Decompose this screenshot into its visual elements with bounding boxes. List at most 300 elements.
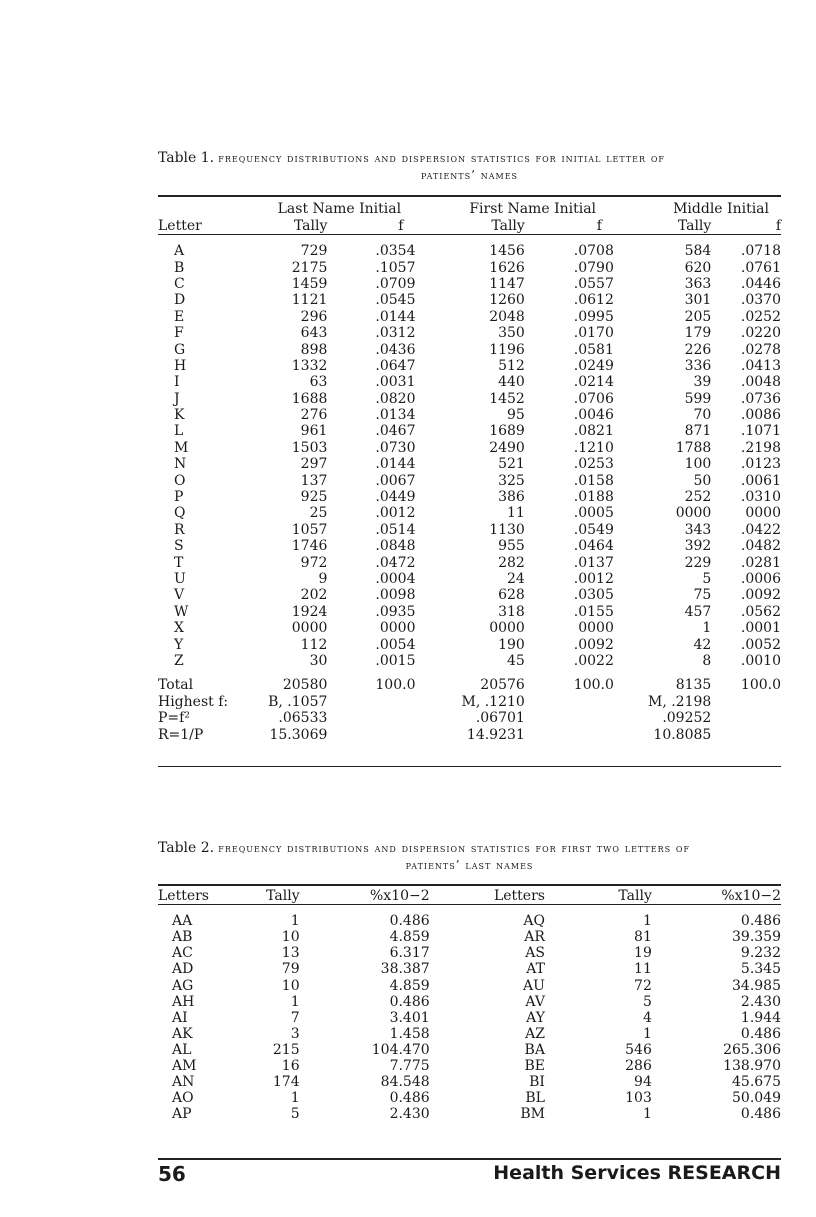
cell-f-middle: .0048: [740, 374, 781, 391]
table-row: [158, 1090, 781, 1106]
cell-letter: O: [174, 472, 186, 489]
cell-f-first: .0464: [573, 538, 614, 555]
table2-caption: [158, 840, 781, 874]
col-header-f-first: f: [596, 217, 602, 234]
cell-pct-1: 2.430: [389, 1106, 430, 1123]
cell-f-last: .1057: [375, 259, 416, 276]
table-row: [158, 620, 781, 636]
cell-f-middle: .0761: [740, 259, 781, 276]
group-header-last: Last Name Initial: [277, 200, 402, 217]
cell-tally-first: 1689: [489, 423, 525, 440]
cell-tally-2: 103: [625, 1090, 652, 1107]
cell-letter: X: [174, 620, 184, 637]
cell-letters-2: AV: [525, 993, 545, 1010]
cell-pct-1: 0.486: [389, 993, 430, 1010]
table-row: [158, 391, 781, 407]
cell-tally-last: 1459: [291, 275, 328, 292]
cell-tally-1: 1: [290, 913, 300, 930]
cell-f-last: .0709: [375, 275, 416, 292]
cell-f-last: .0848: [375, 538, 416, 555]
table-row: [158, 358, 781, 374]
cell-f-last: .0015: [375, 652, 416, 669]
cell-letter: E: [174, 308, 185, 325]
cell-f-middle: .0123: [740, 456, 781, 473]
table2-column-header-row: [158, 888, 781, 905]
cell-f-middle: .0092: [740, 587, 781, 604]
cell-letters-2: AZ: [525, 1025, 545, 1042]
cell-tally-middle: 42: [693, 636, 712, 653]
cell-tally-middle: 179: [684, 325, 712, 342]
cell-letters-1: AP: [172, 1106, 192, 1123]
cell-tally-first: 318: [498, 603, 525, 620]
table-row: [158, 1058, 781, 1074]
page-number: 56: [158, 1162, 186, 1186]
cell-tally-last: 643: [300, 325, 328, 342]
cell-tally-middle: 205: [684, 308, 712, 325]
cell-tally-2: 1: [642, 913, 652, 930]
cell-letters-2: AY: [526, 1009, 545, 1026]
table1-title-line2: patients’ names: [420, 168, 519, 182]
cell-letter: L: [174, 423, 184, 440]
group-header-first: First Name Initial: [469, 200, 597, 217]
table-row: [158, 587, 781, 603]
highest-label: Highest f:: [158, 693, 229, 710]
cell-letter: D: [174, 292, 186, 309]
cell-tally-middle: 226: [684, 341, 712, 358]
cell-tally-middle: 336: [684, 357, 712, 374]
cell-tally-first: 24: [507, 571, 525, 587]
cell-tally-2: 5: [642, 993, 652, 1010]
table-row: [158, 1026, 781, 1042]
table-row: [158, 309, 781, 325]
cell-f-first: .0790: [573, 259, 614, 276]
cell-tally-first: 95: [507, 407, 525, 424]
cell-tally-last: 729: [300, 243, 328, 260]
cell-f-middle: .0281: [740, 554, 781, 571]
table1-highest-row: [158, 694, 781, 710]
table-row: [158, 653, 781, 669]
cell-tally-last: 1924: [291, 603, 328, 620]
cell-letters-1: AM: [172, 1057, 197, 1074]
cell-pct-2: 0.486: [740, 1025, 781, 1042]
cell-f-last: .0312: [375, 325, 416, 342]
r-last: 15.3069: [269, 726, 328, 743]
cell-tally-first: 325: [498, 472, 525, 489]
highest-last: B, .1057: [268, 693, 328, 710]
cell-pct-1: 104.470: [371, 1041, 430, 1058]
table1-group-header-row: [158, 200, 781, 217]
cell-pct-1: 6.317: [389, 945, 430, 962]
t2-col-letters-2: Letters: [493, 888, 545, 905]
cell-tally-first: 2048: [489, 308, 525, 325]
cell-letters-2: AS: [525, 945, 545, 962]
cell-tally-last: 2175: [291, 259, 328, 276]
table-row: [158, 292, 781, 308]
t2-col-pct-2: %x10−2: [721, 888, 781, 905]
cell-tally-middle: 229: [684, 554, 712, 571]
table1-total-row: [158, 677, 781, 693]
cell-f-middle: .0446: [740, 275, 781, 292]
cell-pct-1: 3.401: [389, 1009, 430, 1026]
cell-letters-1: AK: [172, 1025, 193, 1042]
p-middle: .09252: [662, 710, 712, 727]
cell-f-first: .0706: [573, 390, 614, 407]
table-row: [158, 423, 781, 439]
cell-tally-middle: 0000: [675, 505, 712, 522]
total-label: Total: [158, 677, 194, 694]
group-header-middle: Middle Initial: [673, 200, 769, 217]
table-row: [158, 407, 781, 423]
cell-f-last: .0514: [375, 521, 416, 538]
cell-f-middle: .0010: [740, 652, 781, 669]
cell-f-middle: .0052: [740, 636, 781, 653]
table-row: [158, 913, 781, 929]
cell-pct-1: 0.486: [389, 1090, 430, 1107]
cell-letter: V: [174, 587, 185, 604]
cell-tally-2: 72: [634, 977, 652, 994]
cell-f-first: .0214: [573, 374, 614, 391]
cell-tally-last: 25: [309, 505, 328, 522]
cell-f-first: .0581: [573, 341, 614, 358]
table2-title-line1: frequency distributions and dispersion statistics for first two letters of: [218, 841, 691, 855]
cell-f-middle: .0086: [740, 407, 781, 424]
cell-letters-2: BA: [524, 1041, 545, 1058]
cell-letter: H: [174, 357, 187, 374]
cell-letters-2: BM: [520, 1106, 545, 1123]
cell-pct-2: 1.944: [740, 1009, 781, 1026]
cell-tally-last: 961: [300, 423, 328, 440]
cell-tally-1: 79: [281, 961, 300, 978]
cell-tally-last: 1332: [291, 357, 328, 374]
cell-letter: A: [174, 243, 185, 260]
footer-rule: [158, 1158, 781, 1160]
cell-f-middle: .0278: [740, 341, 781, 358]
cell-tally-last: 1057: [291, 521, 328, 538]
cell-f-last: .0054: [375, 636, 416, 653]
cell-tally-1: 5: [290, 1106, 300, 1123]
cell-tally-middle: 5: [702, 571, 712, 587]
cell-tally-first: 282: [498, 554, 525, 571]
cell-f-last: .0449: [375, 489, 416, 506]
cell-f-first: .0995: [573, 308, 614, 325]
cell-letters-1: AG: [172, 977, 194, 994]
table1-top-rule: [158, 195, 781, 197]
table1-bottom-rule: [158, 766, 781, 767]
cell-tally-2: 11: [634, 961, 652, 978]
cell-pct-1: 84.548: [380, 1074, 430, 1091]
journal-name: Health Services RESEARCH: [493, 1162, 781, 1184]
table-row: [158, 374, 781, 390]
cell-pct-1: 0.486: [389, 913, 430, 930]
cell-f-first: .0821: [573, 423, 614, 440]
table2-label-text: Table 2.: [158, 840, 215, 856]
cell-tally-last: 898: [300, 341, 328, 358]
table2-title-line2: patients’ last names: [405, 858, 534, 872]
cell-f-last: .0067: [375, 472, 416, 489]
cell-f-last: 0000: [379, 620, 416, 637]
table-row: [158, 489, 781, 505]
cell-f-first: .0155: [573, 603, 614, 620]
cell-pct-2: 265.306: [723, 1041, 781, 1058]
table-row: [158, 571, 781, 587]
cell-f-last: .0820: [375, 390, 416, 407]
cell-tally-2: 94: [634, 1074, 652, 1091]
cell-tally-last: 9: [318, 571, 328, 587]
cell-f-middle: 0000: [745, 505, 781, 522]
cell-pct-2: 2.430: [740, 993, 781, 1010]
total-tally-first: 20576: [480, 677, 525, 694]
cell-tally-2: 81: [634, 929, 652, 946]
table-row: [158, 243, 781, 259]
total-f-last: 100.0: [375, 677, 416, 694]
cell-tally-middle: 39: [693, 374, 712, 391]
p-last: .06533: [278, 710, 328, 727]
cell-tally-last: 0000: [291, 620, 328, 637]
col-header-tally-first: Tally: [491, 217, 525, 234]
cell-f-middle: .0562: [740, 603, 781, 620]
cell-tally-1: 215: [272, 1041, 300, 1058]
cell-f-first: .0158: [573, 472, 614, 489]
table1-label-text: Table 1.: [158, 150, 215, 166]
cell-letter: F: [174, 325, 184, 342]
total-f-middle: 100.0: [740, 677, 781, 694]
cell-letter: I: [174, 374, 180, 391]
cell-tally-middle: 599: [684, 390, 712, 407]
p-first: .06701: [475, 710, 525, 727]
cell-tally-first: 512: [498, 357, 525, 374]
table-row: [158, 538, 781, 554]
cell-letters-2: AT: [526, 961, 545, 978]
table-row: [158, 929, 781, 945]
cell-f-first: .0305: [573, 587, 614, 604]
cell-tally-first: 350: [498, 325, 525, 342]
t2-col-letters-1: Letters: [158, 888, 209, 905]
cell-letter: K: [174, 407, 185, 424]
cell-pct-1: 1.458: [389, 1025, 430, 1042]
cell-tally-first: 440: [498, 374, 525, 391]
table2: [158, 888, 781, 1122]
cell-pct-2: 39.359: [732, 929, 781, 946]
cell-f-first: .0249: [573, 357, 614, 374]
cell-tally-last: 276: [300, 407, 328, 424]
cell-f-middle: .0006: [740, 571, 781, 587]
table-row: [158, 1042, 781, 1058]
table-row: [158, 636, 781, 652]
cell-letter: U: [174, 571, 186, 587]
cell-letter: Q: [174, 505, 186, 522]
cell-f-first: .0046: [573, 407, 614, 424]
cell-f-first: .0253: [573, 456, 614, 473]
cell-letter: T: [174, 554, 184, 571]
cell-tally-last: 296: [300, 308, 328, 325]
p-label: P=f²: [158, 710, 190, 727]
cell-letters-1: AD: [172, 961, 194, 978]
cell-f-first: .0170: [573, 325, 614, 342]
cell-f-middle: .1071: [740, 423, 781, 440]
cell-tally-middle: 1788: [675, 439, 712, 456]
cell-letter: P: [174, 489, 184, 506]
cell-letter: N: [174, 456, 187, 473]
cell-letters-2: AQ: [523, 913, 545, 930]
cell-pct-1: 7.775: [389, 1057, 430, 1074]
cell-tally-middle: 363: [684, 275, 712, 292]
cell-tally-last: 63: [309, 374, 328, 391]
cell-f-first: .0012: [573, 571, 614, 587]
table-row: [158, 472, 781, 488]
cell-tally-first: 1147: [489, 275, 525, 292]
table-row: [158, 977, 781, 993]
cell-f-middle: .0736: [740, 390, 781, 407]
t2-col-tally-1: Tally: [266, 888, 300, 905]
cell-pct-2: 0.486: [740, 1106, 781, 1123]
cell-tally-first: 1452: [489, 390, 525, 407]
col-header-f-middle: f: [775, 217, 781, 234]
table-row: [158, 961, 781, 977]
total-tally-middle: 8135: [675, 677, 712, 694]
cell-letter: J: [174, 390, 180, 407]
cell-tally-first: 521: [498, 456, 525, 473]
table-row: [158, 604, 781, 620]
cell-letters-2: AR: [524, 929, 545, 946]
cell-tally-first: 1196: [489, 341, 525, 358]
cell-letters-1: AB: [172, 929, 193, 946]
cell-f-last: .0012: [375, 505, 416, 522]
cell-tally-middle: 457: [684, 603, 712, 620]
cell-f-first: .0005: [573, 505, 614, 522]
cell-tally-first: 190: [498, 636, 525, 653]
cell-tally-first: 1130: [489, 521, 525, 538]
cell-letter: S: [174, 538, 184, 555]
cell-tally-first: 1456: [489, 243, 525, 260]
cell-letters-2: BE: [524, 1057, 545, 1074]
cell-tally-1: 1: [290, 993, 300, 1010]
cell-f-middle: .2198: [740, 439, 781, 456]
cell-tally-1: 7: [290, 1009, 300, 1026]
cell-tally-first: 45: [507, 652, 525, 669]
cell-f-middle: .0718: [740, 243, 781, 260]
cell-tally-middle: 75: [693, 587, 712, 604]
cell-letters-2: BI: [529, 1074, 545, 1091]
cell-tally-first: 955: [498, 538, 525, 555]
cell-tally-first: 386: [498, 489, 525, 506]
cell-tally-2: 1: [642, 1025, 652, 1042]
cell-f-first: 0000: [578, 620, 614, 637]
cell-f-middle: .0001: [740, 620, 781, 637]
table-row: [158, 1106, 781, 1122]
cell-tally-last: 137: [300, 472, 328, 489]
table-row: [158, 325, 781, 341]
table-row: [158, 522, 781, 538]
cell-letters-1: AC: [172, 945, 193, 962]
cell-pct-2: 50.049: [732, 1090, 781, 1107]
table1-r-row: [158, 726, 781, 742]
cell-letters-1: AI: [172, 1009, 188, 1026]
cell-f-last: .0031: [375, 374, 416, 391]
cell-f-last: .0354: [375, 243, 416, 260]
cell-tally-middle: 50: [693, 472, 712, 489]
cell-letter: W: [174, 603, 189, 620]
cell-f-last: .0134: [375, 407, 416, 424]
cell-tally-1: 174: [272, 1074, 300, 1091]
cell-tally-middle: 100: [684, 456, 712, 473]
cell-pct-2: 5.345: [740, 961, 781, 978]
cell-tally-middle: 620: [684, 259, 712, 276]
cell-tally-1: 10: [281, 977, 300, 994]
cell-tally-2: 546: [625, 1041, 652, 1058]
cell-f-last: .0545: [375, 292, 416, 309]
cell-tally-middle: 343: [684, 521, 712, 538]
cell-tally-2: 4: [642, 1009, 652, 1026]
cell-f-last: .0144: [375, 308, 416, 325]
highest-middle: M, .2198: [648, 693, 712, 710]
cell-tally-middle: 252: [684, 489, 712, 506]
cell-f-first: .0137: [573, 554, 614, 571]
table-row: [158, 440, 781, 456]
cell-f-last: .0935: [375, 603, 416, 620]
cell-f-last: .0647: [375, 357, 416, 374]
cell-tally-1: 16: [281, 1057, 300, 1074]
table-row: [158, 259, 781, 275]
cell-letters-1: AH: [172, 993, 195, 1010]
r-middle: 10.8085: [653, 726, 712, 743]
cell-tally-last: 202: [300, 587, 328, 604]
cell-f-last: .0436: [375, 341, 416, 358]
cell-f-first: .1210: [573, 439, 614, 456]
cell-letter: R: [174, 521, 185, 538]
cell-f-middle: .0413: [740, 357, 781, 374]
table-row: [158, 341, 781, 357]
cell-f-middle: .0061: [740, 472, 781, 489]
r-first: 14.9231: [466, 726, 525, 743]
cell-letter: G: [174, 341, 186, 358]
cell-f-last: .0098: [375, 587, 416, 604]
cell-letter: Z: [174, 652, 184, 669]
table-row: [158, 994, 781, 1010]
cell-pct-2: 9.232: [740, 945, 781, 962]
cell-tally-last: 925: [300, 489, 328, 506]
table1-p-row: [158, 710, 781, 726]
cell-pct-2: 138.970: [723, 1057, 781, 1074]
cell-tally-last: 30: [309, 652, 328, 669]
t2-col-tally-2: Tally: [618, 888, 652, 905]
col-header-f-last: f: [398, 217, 404, 234]
cell-f-first: .0022: [573, 652, 614, 669]
cell-letters-1: AL: [172, 1041, 192, 1058]
table-row: [158, 505, 781, 521]
cell-tally-last: 1121: [291, 292, 328, 309]
cell-tally-2: 286: [625, 1057, 652, 1074]
cell-tally-first: 628: [498, 587, 525, 604]
cell-f-first: .0188: [573, 489, 614, 506]
cell-letter: Y: [174, 636, 184, 653]
cell-tally-2: 1: [642, 1106, 652, 1123]
cell-f-first: .0612: [573, 292, 614, 309]
table1-column-header-row: [158, 217, 781, 235]
cell-letters-1: AA: [172, 913, 193, 930]
cell-tally-first: 0000: [489, 620, 525, 637]
cell-tally-last: 1746: [291, 538, 328, 555]
total-tally-last: 20580: [282, 677, 328, 694]
cell-f-last: .0730: [375, 439, 416, 456]
cell-f-last: .0004: [375, 571, 416, 587]
cell-tally-last: 297: [300, 456, 328, 473]
highest-first: M, .1210: [461, 693, 525, 710]
cell-tally-last: 972: [300, 554, 328, 571]
table-row: [158, 554, 781, 570]
cell-tally-first: 2490: [489, 439, 525, 456]
cell-letters-1: AN: [172, 1074, 195, 1091]
cell-tally-middle: 584: [684, 243, 712, 260]
